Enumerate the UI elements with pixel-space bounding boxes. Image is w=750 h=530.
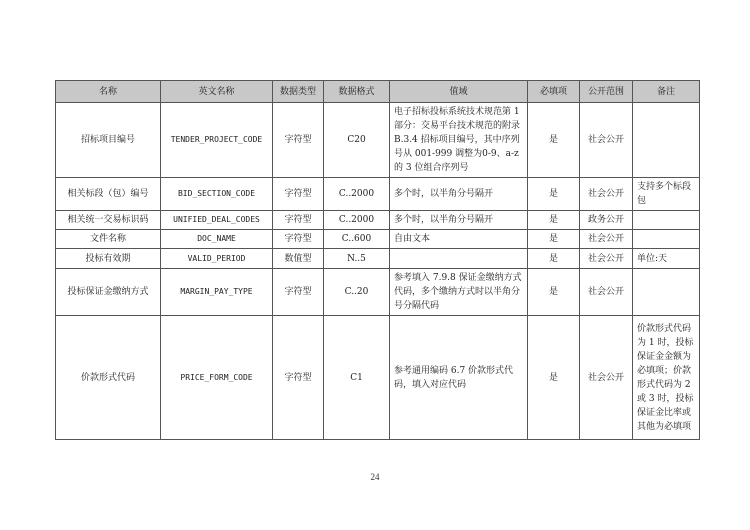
table-row	[56, 230, 700, 249]
cell-name: 投标保证金缴纳方式	[56, 269, 161, 316]
cell-value-domain: 多个时，以半角分号隔开	[390, 211, 528, 230]
cell-data-format: C..2000	[324, 178, 390, 211]
cell-value-domain: 参考填入 7.9.8 保证金缴纳方式代码，多个缴纳方式时以半角分号分隔代码	[390, 269, 528, 316]
header-english-name: 英文名称	[161, 81, 273, 103]
cell-data-format: C..20	[324, 269, 390, 316]
cell-name: 价款形式代码	[56, 316, 161, 440]
cell-public-scope: 社会公开	[580, 103, 633, 178]
cell-data-format: C..600	[324, 230, 390, 249]
cell-public-scope: 社会公开	[580, 269, 633, 316]
table-row	[56, 211, 700, 230]
cell-note	[633, 211, 700, 230]
cell-name: 相关标段（包）编号	[56, 178, 161, 211]
cell-required: 是	[528, 249, 580, 269]
cell-public-scope: 政务公开	[580, 211, 633, 230]
table-row	[56, 269, 700, 316]
page-number: 24	[370, 472, 380, 482]
cell-required: 是	[528, 103, 580, 178]
cell-required: 是	[528, 316, 580, 440]
header-name: 名称	[56, 81, 161, 103]
cell-note: 单位:天	[633, 249, 700, 269]
cell-data-type: 字符型	[273, 230, 324, 249]
cell-value-domain: 电子招标投标系统技术规范第 1 部分：交易平台技术规范的附录 B.3.4 招标项目编号，其中序列号从 001-999 调整为0-9、a-z 的 3 位组合序列号	[390, 103, 528, 178]
cell-data-format: C1	[324, 316, 390, 440]
cell-value-domain: 多个时，以半角分号隔开	[390, 178, 528, 211]
table-row	[56, 103, 700, 178]
header-public-scope: 公开范围	[580, 81, 633, 103]
cell-note	[633, 230, 700, 249]
header-value-domain: 值域	[390, 81, 528, 103]
cell-required: 是	[528, 230, 580, 249]
cell-required: 是	[528, 178, 580, 211]
cell-data-type: 字符型	[273, 316, 324, 440]
header-row	[56, 81, 700, 103]
cell-english-name: VALID_PERIOD	[161, 249, 273, 269]
cell-data-type: 字符型	[273, 103, 324, 178]
table-row	[56, 178, 700, 211]
cell-note	[633, 103, 700, 178]
cell-data-type: 字符型	[273, 211, 324, 230]
cell-english-name: MARGIN_PAY_TYPE	[161, 269, 273, 316]
cell-value-domain	[390, 249, 528, 269]
cell-english-name: DOC_NAME	[161, 230, 273, 249]
cell-english-name: TENDER_PROJECT_CODE	[161, 103, 273, 178]
cell-data-type: 数值型	[273, 249, 324, 269]
cell-data-type: 字符型	[273, 269, 324, 316]
cell-required: 是	[528, 269, 580, 316]
cell-english-name: UNIFIED_DEAL_CODES	[161, 211, 273, 230]
table-row	[56, 316, 700, 440]
header-note: 备注	[633, 81, 700, 103]
cell-note: 支持多个标段包	[633, 178, 700, 211]
cell-data-format: N..5	[324, 249, 390, 269]
cell-value-domain: 自由文本	[390, 230, 528, 249]
cell-english-name: BID_SECTION_CODE	[161, 178, 273, 211]
header-required: 必填项	[528, 81, 580, 103]
cell-name: 相关统一交易标识码	[56, 211, 161, 230]
cell-public-scope: 社会公开	[580, 316, 633, 440]
cell-name: 投标有效期	[56, 249, 161, 269]
cell-data-format: C20	[324, 103, 390, 178]
table-row	[56, 249, 700, 269]
cell-public-scope: 社会公开	[580, 230, 633, 249]
cell-required: 是	[528, 211, 580, 230]
cell-english-name: PRICE_FORM_CODE	[161, 316, 273, 440]
cell-note	[633, 269, 700, 316]
cell-note: 价款形式代码为 1 时，投标保证金金额为必填项；价款形式代码为 2 或 3 时，投标保证金比率或其他为必填项	[633, 316, 700, 440]
cell-name: 文件名称	[56, 230, 161, 249]
cell-public-scope: 社会公开	[580, 178, 633, 211]
cell-public-scope: 社会公开	[580, 249, 633, 269]
header-data-format: 数据格式	[324, 81, 390, 103]
data-spec-table	[55, 80, 700, 440]
cell-name: 招标项目编号	[56, 103, 161, 178]
cell-data-format: C..2000	[324, 211, 390, 230]
header-data-type: 数据类型	[273, 81, 324, 103]
cell-data-type: 字符型	[273, 178, 324, 211]
cell-value-domain: 参考通用编码 6.7 价款形式代码，填入对应代码	[390, 316, 528, 440]
